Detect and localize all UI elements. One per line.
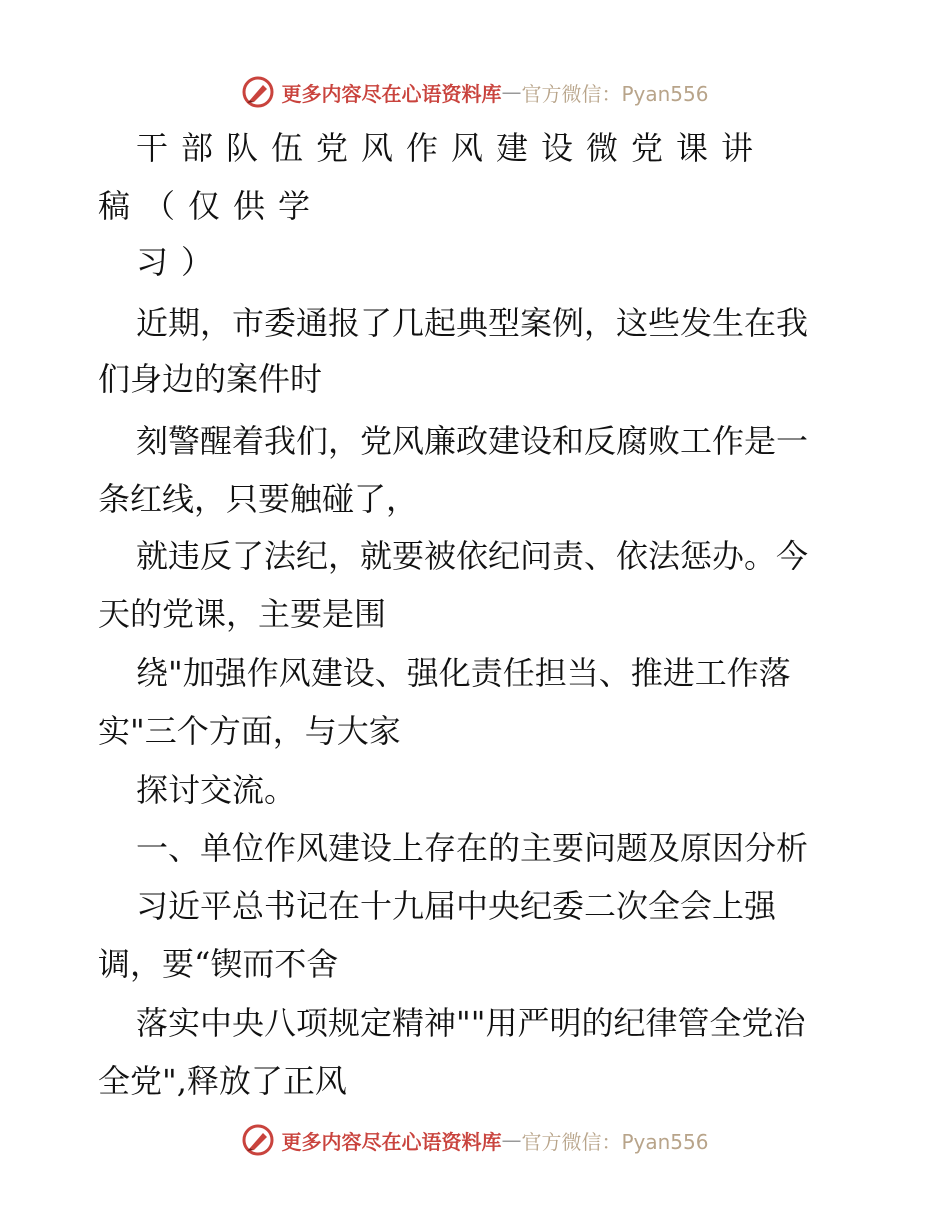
document-title-line-3: 习） bbox=[136, 243, 227, 281]
document-title-line-1: 干部队伍党风作风建设微党课讲 bbox=[136, 129, 767, 167]
paragraph-line: 绕"加强作风建设、强化责任担当、推进工作落 bbox=[136, 654, 791, 692]
header-wechat-text: 官方微信：Pyan556 bbox=[521, 81, 709, 106]
paragraph-line: 刻警醒着我们，党风廉政建设和反腐败工作是一 bbox=[136, 422, 809, 460]
footer-banner bbox=[0, 1120, 950, 1160]
paragraph-line: 天的党课，主要是围 bbox=[98, 595, 387, 633]
footer-wechat-text: 官方微信：Pyan556 bbox=[521, 1129, 709, 1154]
header-banner bbox=[0, 72, 950, 112]
paragraph-line: 近期，市委通报了几起典型案例，这些发生在我 bbox=[136, 304, 809, 342]
paragraph-line: 习近平总书记在十九届中央纪委二次全会上强 bbox=[136, 887, 777, 925]
paragraph-line: 调，要“锲而不舍 bbox=[98, 945, 339, 983]
paragraph-line: 全党",释放了正风 bbox=[98, 1062, 347, 1100]
paragraph-line: 就违反了法纪，就要被依纪问责、依法惩办。今 bbox=[136, 537, 809, 575]
paragraph-line: 探讨交流。 bbox=[136, 771, 297, 809]
header-separator: — bbox=[501, 80, 522, 104]
paragraph-line: 条红线，只要触碰了， bbox=[98, 480, 419, 518]
document-title-line-2: 稿（仅供学 bbox=[98, 187, 324, 225]
section-heading: 一、单位作风建设上存在的主要问题及原因分析 bbox=[136, 829, 809, 867]
header-brand-text: 更多内容尽在心语资料库 bbox=[281, 81, 502, 106]
paragraph-line: 们身边的案件时 bbox=[98, 360, 323, 398]
paragraph-line: 落实中央八项规定精神""用严明的纪律管全党治 bbox=[136, 1004, 806, 1042]
pen-nib-logo-icon bbox=[241, 1123, 275, 1157]
footer-separator: — bbox=[501, 1128, 522, 1152]
paragraph-line: 实"三个方面，与大家 bbox=[98, 712, 401, 750]
pen-nib-logo-icon bbox=[241, 75, 275, 109]
footer-brand-text: 更多内容尽在心语资料库 bbox=[281, 1129, 502, 1154]
